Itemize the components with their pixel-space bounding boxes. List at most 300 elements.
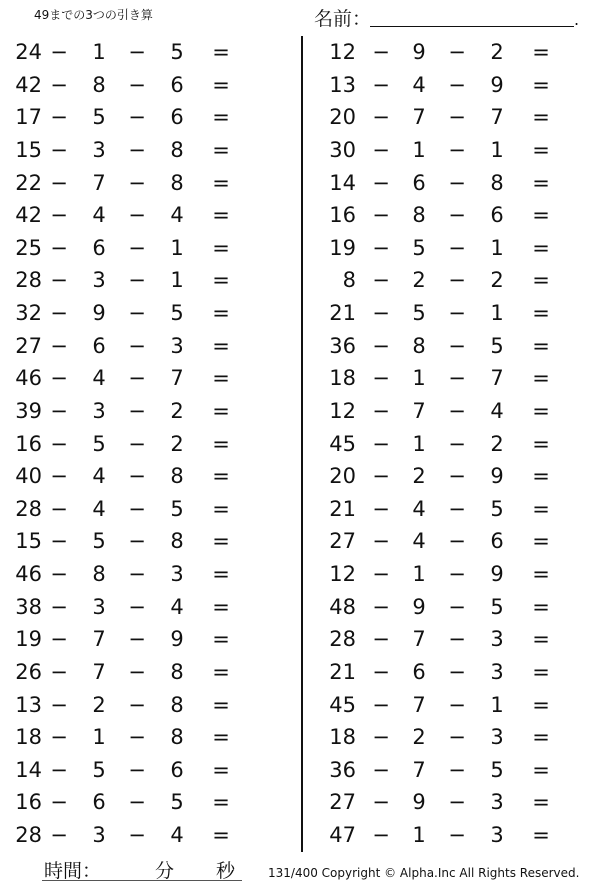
minus-sign: − [448,301,466,325]
second-number: 4 [412,72,426,97]
equals-sign: = [532,398,550,423]
problem-row [0,264,290,297]
problem-row [0,623,290,656]
equals-sign: = [532,431,550,456]
second-number: 3 [92,823,106,847]
problem-row [320,362,600,395]
minus-sign: − [50,594,68,619]
minus-sign: − [448,398,466,423]
third-number: 6 [170,105,184,130]
second-number: 5 [92,431,106,456]
equals-sign: = [532,823,550,847]
second-number: 3 [92,398,106,423]
first-number: 27 [15,333,42,358]
third-number: 4 [170,203,184,228]
third-number: 6 [170,757,184,782]
minus-sign: − [50,137,68,162]
minus-sign: − [128,170,146,195]
problem-row [320,232,600,265]
third-number: 3 [490,823,504,847]
problem-row [320,819,600,852]
minus-sign: − [448,659,466,684]
minus-sign: − [372,464,390,489]
minus-sign: − [448,431,466,456]
third-number: 1 [170,235,184,260]
first-number: 40 [15,464,42,489]
minus-sign: − [128,137,146,162]
equals-sign: = [212,562,230,586]
equals-sign: = [532,757,550,782]
equals-sign: = [212,529,230,554]
minus-sign: − [448,757,466,782]
minus-sign: − [448,627,466,652]
equals-sign: = [212,235,230,260]
equals-sign: = [532,725,550,750]
equals-sign: = [532,203,550,228]
problem-row [320,330,600,363]
third-number: 3 [170,333,184,358]
problem-row [320,623,600,656]
minus-sign: − [448,823,466,847]
problem-row [0,395,290,428]
problem-row [320,167,600,200]
second-number: 6 [412,659,426,684]
minus-sign: − [448,105,466,130]
third-number: 8 [170,464,184,489]
third-number: 9 [170,627,184,652]
name-label: 名前： [314,8,372,30]
second-number: 5 [92,757,106,782]
minus-sign: − [448,725,466,750]
minus-sign: − [372,398,390,423]
minus-sign: − [128,496,146,521]
third-number: 9 [490,72,504,97]
third-number: 8 [170,529,184,554]
minus-sign: − [50,692,68,717]
minus-sign: − [448,203,466,228]
problem-row [320,134,600,167]
minus-sign: − [50,757,68,782]
minus-sign: − [448,137,466,162]
third-number: 3 [490,659,504,684]
minus-sign: − [50,659,68,684]
third-number: 8 [170,170,184,195]
third-number: 1 [170,268,184,293]
problem-row [0,330,290,363]
first-number: 13 [329,72,356,97]
minus-sign: − [448,366,466,391]
second-number: 5 [412,301,426,325]
name-dot: . [574,10,580,29]
equals-sign: = [532,301,550,325]
second-number: 7 [92,627,106,652]
first-number: 16 [15,790,42,815]
minus-sign: − [50,725,68,750]
minus-sign: − [128,301,146,325]
first-number: 17 [15,105,42,130]
problem-row [0,167,290,200]
minus-sign: − [50,268,68,293]
equals-sign: = [212,137,230,162]
third-number: 1 [490,692,504,717]
equals-sign: = [212,725,230,750]
second-number: 5 [412,235,426,260]
equals-sign: = [212,72,230,97]
first-number: 14 [15,757,42,782]
minus-sign: − [372,627,390,652]
name-field[interactable] [370,26,574,27]
minus-sign: − [448,170,466,195]
minus-sign: − [50,464,68,489]
second-number: 7 [412,105,426,130]
second-number: 1 [412,137,426,162]
equals-sign: = [212,594,230,619]
third-number: 3 [490,725,504,750]
third-number: 3 [490,627,504,652]
problem-row [0,362,290,395]
minus-sign: − [50,301,68,325]
equals-sign: = [212,301,230,325]
first-number: 18 [15,725,42,750]
minus-sign: − [128,268,146,293]
problem-row [0,101,290,134]
minus-sign: − [448,40,466,64]
first-number: 12 [329,40,356,64]
first-number: 28 [329,627,356,652]
third-number: 8 [490,170,504,195]
first-number: 12 [329,398,356,423]
equals-sign: = [212,464,230,489]
third-number: 5 [490,333,504,358]
second-number: 4 [92,203,106,228]
equals-sign: = [212,659,230,684]
third-number: 8 [170,725,184,750]
first-number: 24 [15,40,42,64]
minus-sign: − [448,562,466,586]
third-number: 9 [490,562,504,586]
second-number: 2 [412,268,426,293]
second-number: 8 [92,72,106,97]
minus-sign: − [448,790,466,815]
minus-sign: − [448,268,466,293]
minus-sign: − [448,496,466,521]
first-number: 16 [15,431,42,456]
minus-sign: − [128,366,146,391]
second-number: 3 [92,594,106,619]
problem-row [320,591,600,624]
second-number: 6 [92,333,106,358]
second-number: 8 [412,203,426,228]
minus-sign: − [50,170,68,195]
first-number: 18 [329,725,356,750]
first-number: 20 [329,105,356,130]
third-number: 1 [490,137,504,162]
minus-sign: − [372,235,390,260]
minus-sign: − [128,72,146,97]
problem-row [320,428,600,461]
second-label: 秒 [216,860,236,882]
first-number: 12 [329,562,356,586]
minus-sign: − [128,659,146,684]
second-number: 5 [92,105,106,130]
minus-sign: − [128,692,146,717]
problem-row [0,460,290,493]
problem-row [0,786,290,819]
problem-row [320,460,600,493]
equals-sign: = [532,464,550,489]
third-number: 5 [170,40,184,64]
second-number: 9 [412,594,426,619]
first-number: 16 [329,203,356,228]
equals-sign: = [212,431,230,456]
first-number: 32 [15,301,42,325]
second-number: 7 [412,757,426,782]
first-number: 19 [329,235,356,260]
third-number: 6 [490,529,504,554]
second-number: 7 [412,692,426,717]
first-number: 19 [15,627,42,652]
first-number: 48 [329,594,356,619]
problem-row [320,754,600,787]
minus-sign: − [50,72,68,97]
second-number: 4 [92,366,106,391]
equals-sign: = [212,757,230,782]
problem-row [0,493,290,526]
first-number: 28 [15,823,42,847]
third-number: 2 [170,431,184,456]
first-number: 27 [329,790,356,815]
second-number: 1 [412,823,426,847]
first-number: 36 [329,333,356,358]
second-number: 8 [92,562,106,586]
equals-sign: = [212,627,230,652]
minus-sign: − [372,431,390,456]
minus-sign: − [50,562,68,586]
third-number: 2 [170,398,184,423]
third-number: 2 [490,268,504,293]
minus-sign: − [50,105,68,130]
problem-row [320,786,600,819]
equals-sign: = [212,268,230,293]
first-number: 8 [342,268,356,293]
problem-row [320,689,600,722]
minus-sign: − [50,431,68,456]
minus-sign: − [128,757,146,782]
third-number: 5 [170,301,184,325]
copyright-footer: 131/400 Copyright © Alpha.Inc All Rights Reserved. [268,866,580,880]
first-number: 20 [329,464,356,489]
minus-sign: − [372,333,390,358]
minus-sign: − [448,529,466,554]
problem-row [0,591,290,624]
first-number: 27 [329,529,356,554]
first-number: 38 [15,594,42,619]
second-number: 9 [412,790,426,815]
third-number: 6 [490,203,504,228]
first-number: 14 [329,170,356,195]
minus-sign: − [128,333,146,358]
problem-row [0,134,290,167]
time-label: 時間： [44,860,102,882]
column-divider [301,36,303,852]
equals-sign: = [212,105,230,130]
first-number: 36 [329,757,356,782]
equals-sign: = [532,105,550,130]
second-number: 8 [412,333,426,358]
equals-sign: = [532,137,550,162]
first-number: 13 [15,692,42,717]
equals-sign: = [532,268,550,293]
equals-sign: = [532,594,550,619]
equals-sign: = [212,203,230,228]
minus-sign: − [372,105,390,130]
problem-row [320,101,600,134]
problem-row [0,754,290,787]
equals-sign: = [212,170,230,195]
problem-row [320,69,600,102]
third-number: 4 [170,823,184,847]
third-number: 9 [490,464,504,489]
first-number: 18 [329,366,356,391]
minus-sign: − [50,40,68,64]
third-number: 7 [170,366,184,391]
minus-sign: − [128,40,146,64]
worksheet-title: 49までの3つの引き算 [34,8,153,22]
equals-sign: = [532,72,550,97]
minus-sign: − [50,366,68,391]
third-number: 5 [170,496,184,521]
equals-sign: = [212,823,230,847]
minus-sign: − [448,72,466,97]
minus-sign: − [448,464,466,489]
problem-row [320,297,600,330]
third-number: 8 [170,692,184,717]
minus-sign: − [50,790,68,815]
minus-sign: − [128,823,146,847]
second-number: 7 [412,398,426,423]
second-number: 2 [92,692,106,717]
equals-sign: = [532,790,550,815]
first-number: 21 [329,659,356,684]
minus-sign: − [372,594,390,619]
minus-sign: − [372,692,390,717]
equals-sign: = [212,790,230,815]
equals-sign: = [212,496,230,521]
minus-sign: − [372,203,390,228]
minus-sign: − [372,790,390,815]
second-number: 1 [92,40,106,64]
problem-row [320,395,600,428]
third-number: 2 [490,431,504,456]
equals-sign: = [212,366,230,391]
minus-sign: − [50,203,68,228]
second-number: 1 [412,431,426,456]
minus-sign: − [372,366,390,391]
problem-row [320,264,600,297]
minus-sign: − [50,496,68,521]
first-number: 21 [329,301,356,325]
equals-sign: = [532,40,550,64]
minus-sign: − [50,823,68,847]
first-number: 46 [15,562,42,586]
first-number: 26 [15,659,42,684]
time-underline [42,880,242,881]
second-number: 6 [412,170,426,195]
third-number: 6 [170,72,184,97]
minus-sign: − [448,594,466,619]
problem-row [320,199,600,232]
minus-sign: − [128,790,146,815]
equals-sign: = [532,366,550,391]
problem-row [0,721,290,754]
minus-sign: − [128,562,146,586]
equals-sign: = [532,529,550,554]
equals-sign: = [532,659,550,684]
first-number: 28 [15,268,42,293]
minus-sign: − [50,333,68,358]
minus-sign: − [372,496,390,521]
minus-sign: − [372,137,390,162]
minus-sign: − [448,333,466,358]
third-number: 4 [490,398,504,423]
second-number: 7 [92,659,106,684]
minus-sign: − [372,170,390,195]
minus-sign: − [128,235,146,260]
first-number: 25 [15,235,42,260]
second-number: 9 [92,301,106,325]
problem-row [0,558,290,591]
third-number: 5 [490,594,504,619]
minus-sign: − [448,692,466,717]
problem-row [320,656,600,689]
problem-row [0,656,290,689]
first-number: 42 [15,203,42,228]
third-number: 7 [490,105,504,130]
third-number: 8 [170,137,184,162]
second-number: 3 [92,268,106,293]
third-number: 4 [170,594,184,619]
equals-sign: = [212,40,230,64]
first-number: 47 [329,823,356,847]
second-number: 6 [92,790,106,815]
first-number: 30 [329,137,356,162]
first-number: 22 [15,170,42,195]
third-number: 7 [490,366,504,391]
second-number: 3 [92,137,106,162]
minus-sign: − [128,725,146,750]
second-number: 9 [412,40,426,64]
minus-sign: − [372,72,390,97]
problem-row [0,232,290,265]
second-number: 4 [412,496,426,521]
problem-row [0,819,290,852]
third-number: 3 [170,562,184,586]
problem-row [0,428,290,461]
minus-sign: − [50,235,68,260]
problem-row [320,36,600,69]
minus-sign: − [128,464,146,489]
right-problem-column [320,36,600,852]
second-number: 2 [412,725,426,750]
minus-sign: − [128,594,146,619]
first-number: 21 [329,496,356,521]
equals-sign: = [532,170,550,195]
first-number: 28 [15,496,42,521]
minus-sign: − [128,398,146,423]
minus-sign: − [128,431,146,456]
problem-row [320,525,600,558]
first-number: 45 [329,692,356,717]
